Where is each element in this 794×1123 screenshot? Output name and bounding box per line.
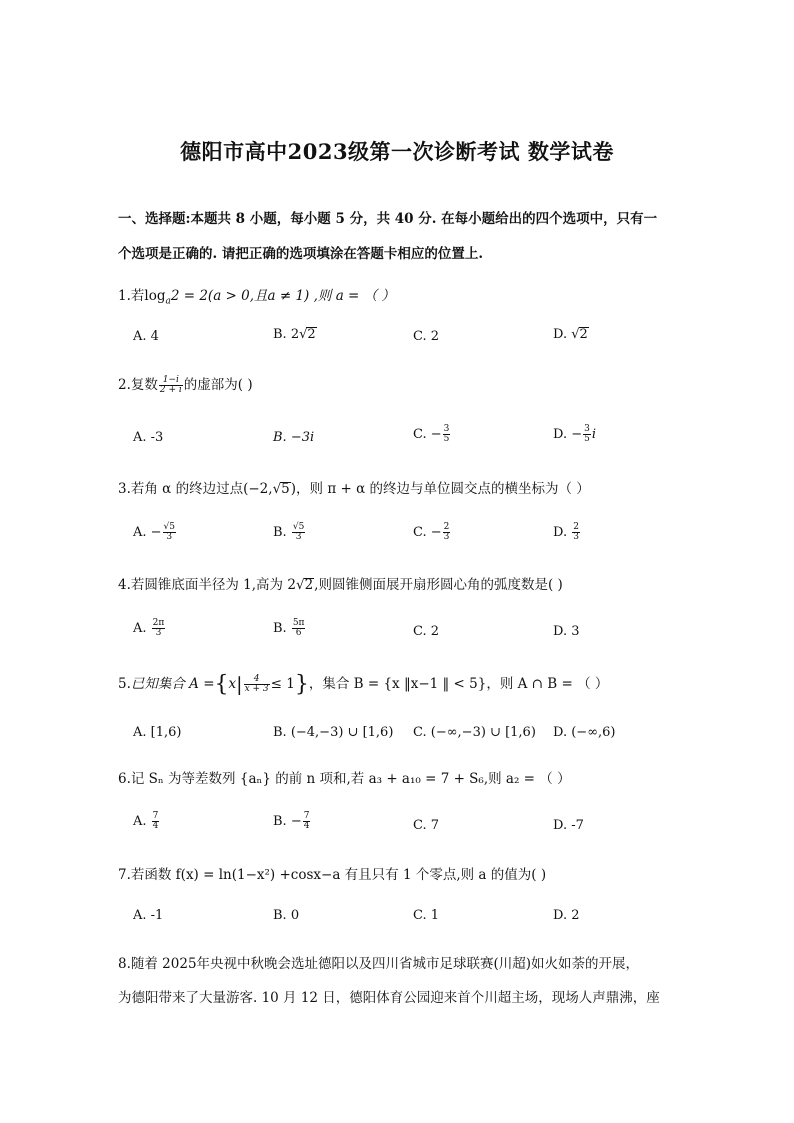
q6-number: 6. — [118, 771, 131, 787]
q4-option-c: C. 2 — [413, 624, 440, 639]
question-7: 7.若函数 f(x) = ln(1−x²) +cosx−a 有且只有 1 个零点,则 a 的值为( ) — [118, 867, 547, 883]
q1-option-c: C. 2 — [413, 329, 440, 344]
q5-option-b: B. (−4,−3) ∪ [1,6) — [273, 725, 394, 740]
q3-option-c: C. − $\frac{2}{3}$ — [413, 522, 450, 542]
q2-option-d: D. − $\frac{3}{5}$ i — [553, 424, 597, 444]
q3-option-a: A. − $\frac{√5}{3}$ — [133, 522, 176, 542]
q3-option-b: B. $\frac{√5}{3}$ — [273, 522, 305, 542]
section-instructions-line-2: 个选项是正确的. 请把正确的选项填涂在答题卡相应的位置上. — [118, 246, 484, 262]
question-3: 3.若角 α 的终边过点(−2,√5)，则 π + α 的终边与单位圆交点的横坐标为（ ） — [118, 481, 590, 497]
question-2: 2.复数 $\frac{1-i}{2 + i}$ 的虚部为( ) — [118, 375, 253, 395]
question-4: 4.若圆锥底面半径为 1,高为 2√2,则圆锥侧面展开扇形圆心角的弧度数是( ) — [118, 577, 563, 593]
q1-number: 1. — [118, 288, 131, 304]
q7-option-a: A. -1 — [133, 908, 164, 923]
q2-option-b: B. −3i — [273, 430, 315, 445]
q6-option-b: B. − $\frac{7}{4}$ — [273, 811, 310, 831]
q1-option-b: B. 2√2 — [273, 327, 316, 342]
question-8-line-2: 为德阳带来了大量游客. 10 月 12 日，德阳体育公园迎来首个川超主场，现场人声鼎沸，座 — [118, 990, 660, 1006]
q7-option-b: B. 0 — [273, 908, 300, 923]
section-instructions-line-1: 一、选择题:本题共 8 小题，每小题 5 分，共 40 分. 在每小题给出的四个选项中，只有一 — [118, 211, 658, 227]
question-8-line-1: 8.随着 2025年央视中秋晚会选址德阳以及四川省城市足球联赛(川超)如火如荼的开展， — [118, 956, 640, 972]
q5-number: 5. — [118, 676, 131, 692]
q6-option-a: A. $\frac{7}{4}$ — [133, 811, 159, 831]
q5-option-c: C. (−∞,−3) ∪ [1,6) — [413, 725, 536, 740]
q7-number: 7. — [118, 867, 131, 883]
q7-option-c: C. 1 — [413, 908, 440, 923]
q2-number: 2. — [118, 377, 131, 393]
q5-option-d: D. (−∞,6) — [553, 725, 616, 740]
q2-option-a: A. -3 — [133, 430, 164, 445]
q6-option-c: C. 7 — [413, 818, 440, 833]
exam-title: 德阳市高中2023级第一次诊断考试 数学试卷 — [180, 139, 614, 164]
q5-option-a: A. [1,6) — [133, 725, 182, 740]
question-1: 1.若$\log_a2 = 2(a > 0$,且a ≠ 1) ,则 a = （ ） — [118, 288, 395, 307]
q1-option-a: A. 4 — [133, 329, 159, 344]
question-6: 6.记 Sₙ 为等差数列 {aₙ} 的前 n 项和,若 a₃ + a₁₀ = 7 + S₆,则 a₂ = （ ） — [118, 771, 571, 787]
q1-option-d: D. √2 — [553, 327, 588, 342]
q4-option-d: D. 3 — [553, 624, 580, 639]
q4-number: 4. — [118, 577, 131, 593]
q3-number: 3. — [118, 481, 131, 497]
q4-option-b: B. $\frac{5\pi}{6}$ — [273, 618, 305, 638]
q3-option-d: D. $\frac{2}{3}$ — [553, 522, 579, 542]
q2-option-c: C. − $\frac{3}{5}$ — [413, 424, 450, 444]
q4-option-a: A. $\frac{2\pi}{3}$ — [133, 618, 165, 638]
question-5: 5.已知集合 A ={x| $\frac{4}{x + 3}$ ≤ 1}，集合 B = {x ‖x−1 ‖ < 5}，则 A ∩ B = （ ） — [118, 672, 609, 697]
q6-option-d: D. -7 — [553, 818, 584, 833]
q7-option-d: D. 2 — [553, 908, 580, 923]
